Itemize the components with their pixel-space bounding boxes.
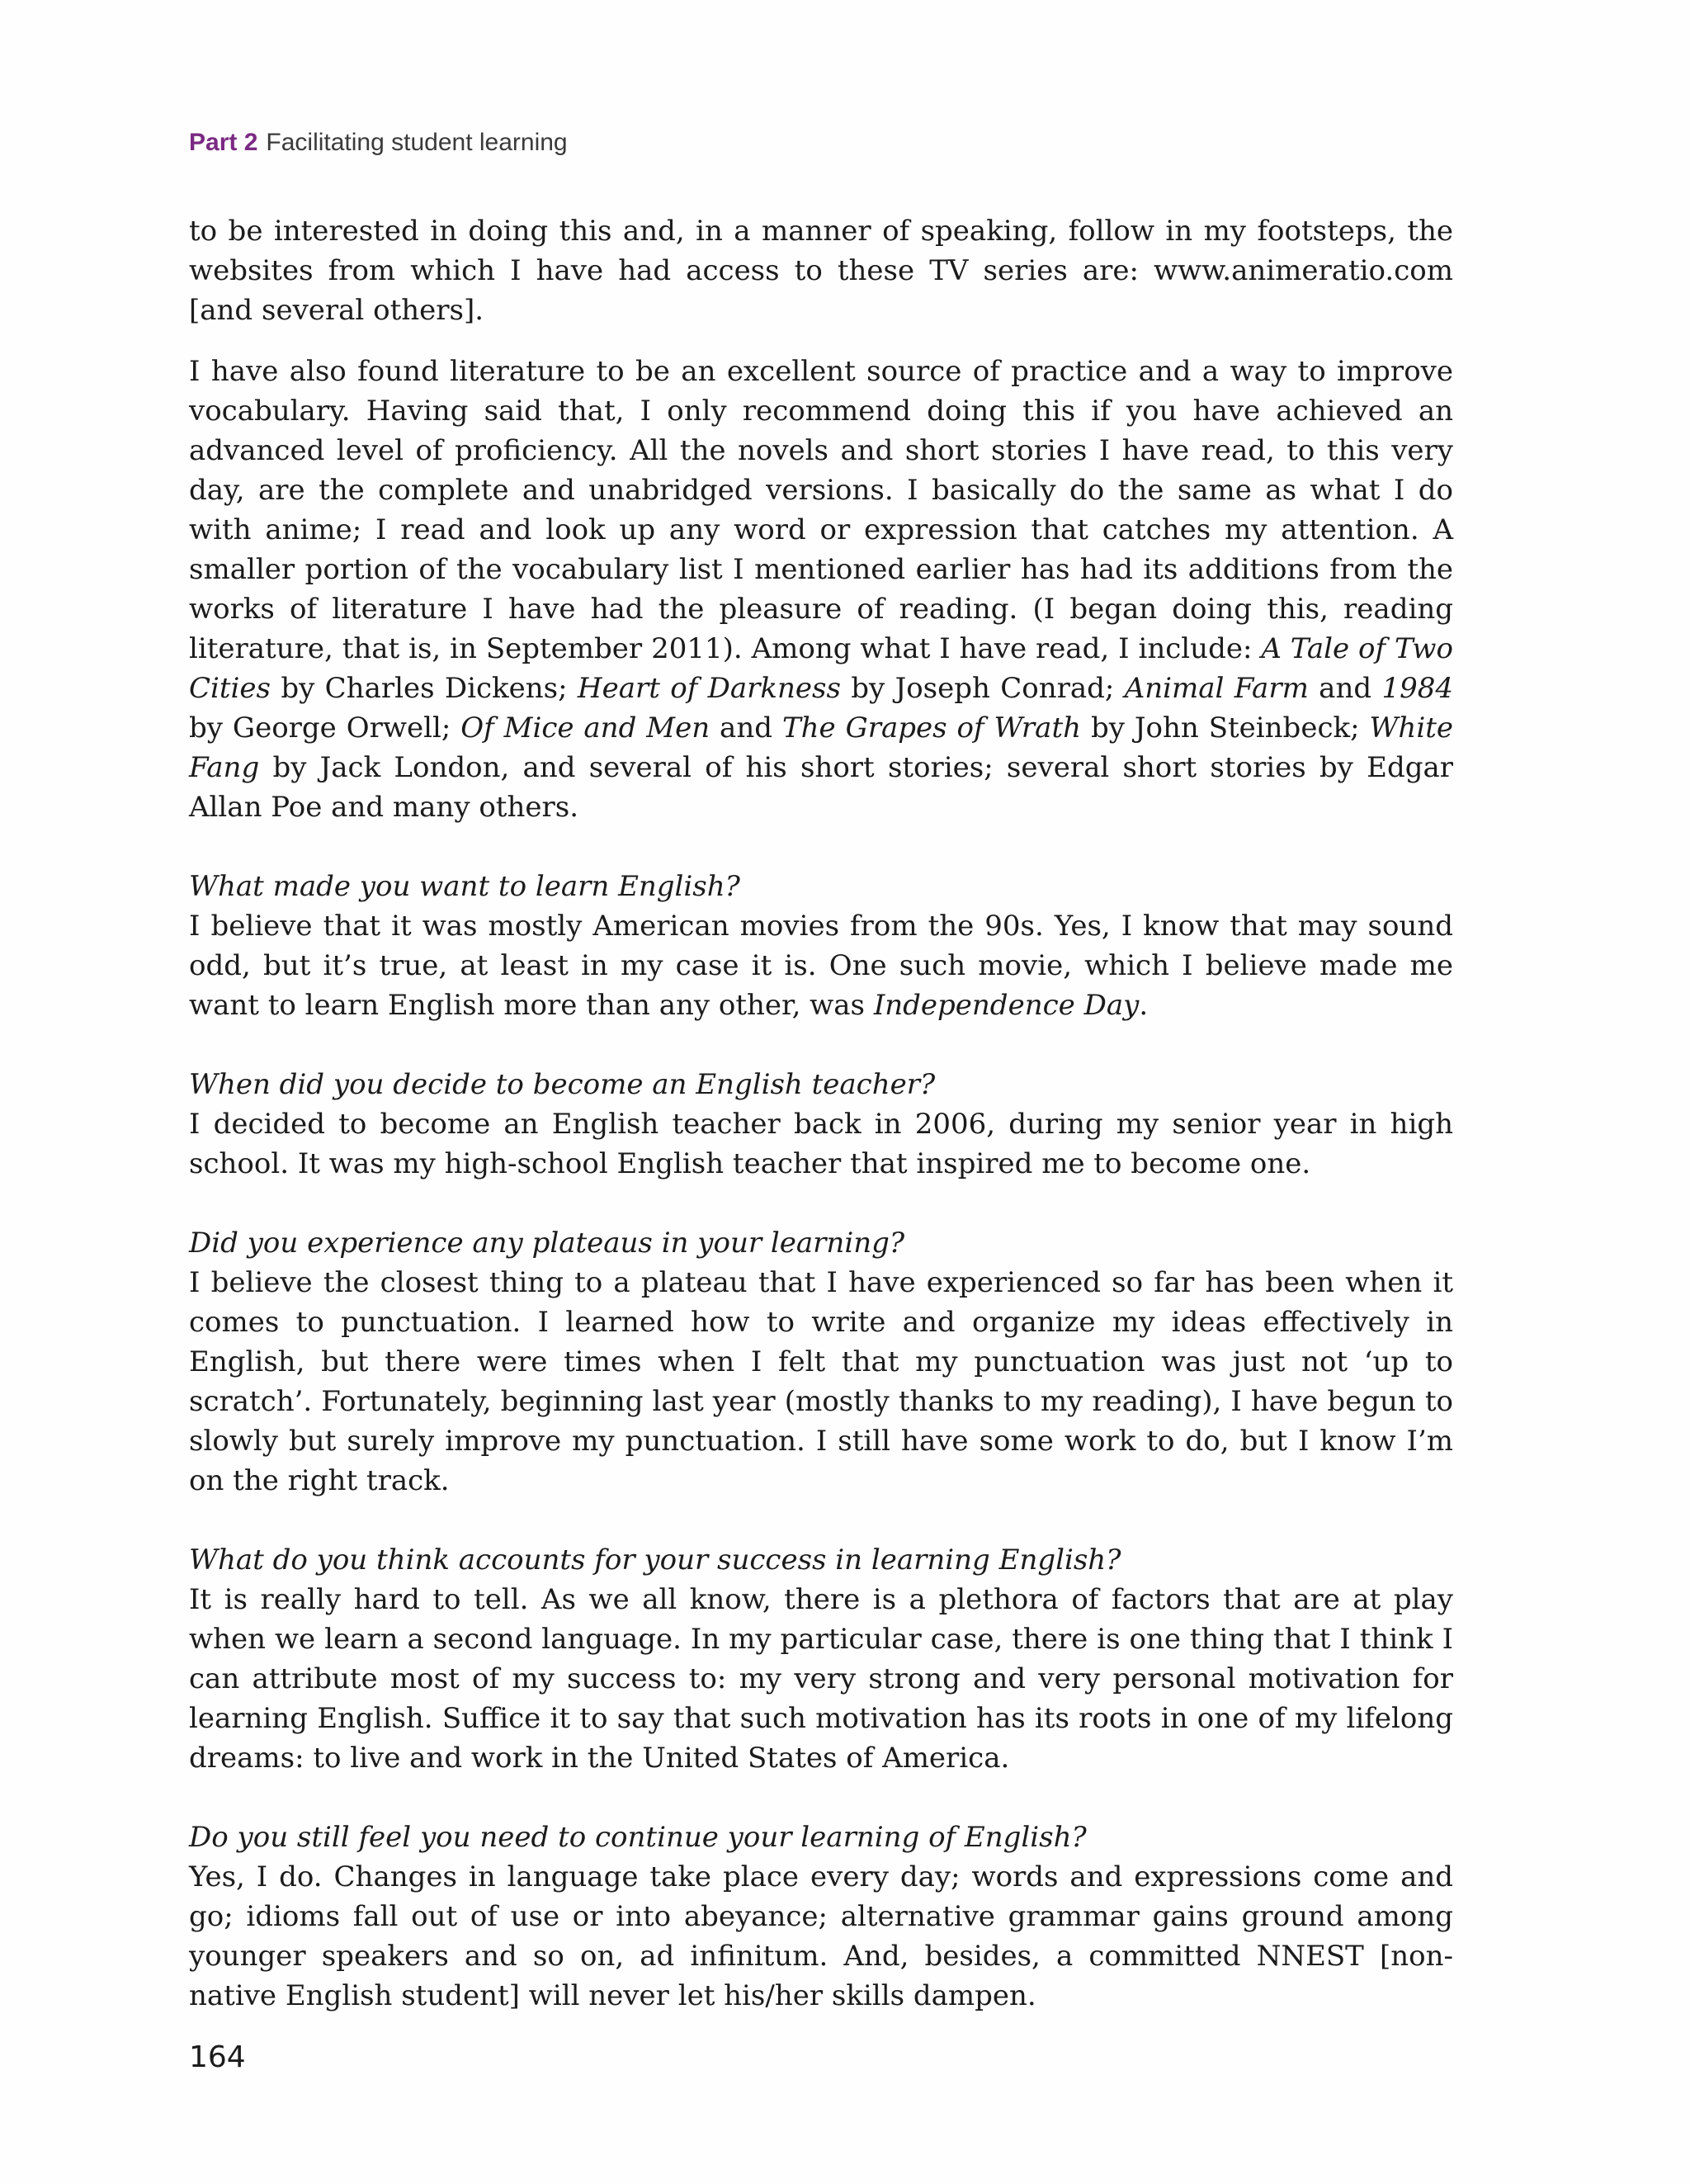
book-title: Animal Farm [1124, 672, 1309, 705]
interview-question: When did you decide to become an English teacher? [189, 1068, 936, 1101]
book-title: Of Mice and Men [460, 711, 710, 745]
running-header [189, 129, 568, 157]
intro-paragraph: to be interested in doing this and, in a manner of speaking, follow in my footsteps, the websites from which I have had access to these TV series are: www.animeratio.com [and several others]. [189, 215, 1453, 327]
interview-question: What made you want to learn English? [189, 870, 740, 903]
interview-answer: It is really hard to tell. As we all know, there is a plethora of factors that are at play when we learn a second language. In my particular case, there is one thing that I think I can attribute most of my success to: my very strong and very personal motivation for learning English. Suffice it to say that such motivation has its roots in one of my lifelong dreams: to live and work in the United States of America. [189, 1583, 1453, 1775]
interview-question: What do you think accounts for your success in learning English? [189, 1543, 1121, 1577]
header-part-label: Part 2 [189, 129, 258, 156]
interview-question: Do you still feel you need to continue your learning of English? [189, 1821, 1087, 1854]
interview-answer: Yes, I do. Changes in language take place every day; words and expressions come and go; idioms fall out of use or into abeyance; alternative grammar gains ground among younger speakers and so on, ad infinitum. And, besides, a committed NNEST [non-native English student] will never let his/her skills dampen. [189, 1860, 1453, 2012]
interview-answer: I decided to become an English teacher back in 2006, during my senior year in high school. It was my high-school English teacher that inspired me to become one. [189, 1108, 1453, 1180]
book-title: Heart of Darkness [577, 672, 841, 705]
movie-title: Independence Day [873, 989, 1140, 1022]
literature-paragraph [189, 352, 1453, 827]
literature-text: by Jack London, and several of his short stories; several short stories by Edgar Allan Poe and many others. [189, 751, 1453, 824]
header-section-title: Facilitating student learning [266, 129, 568, 156]
literature-text: by Charles Dickens; [271, 672, 578, 705]
interview-answer [189, 906, 1453, 1025]
answer-text: . [1139, 989, 1149, 1022]
book-title: 1984 [1381, 672, 1453, 705]
book-title: A Tale of Two Cities [189, 632, 1454, 705]
body-text [189, 211, 1453, 2016]
literature-text: I have also found literature to be an excellent source of practice and a way to improve vocabulary. Having said that, I only recommend doing this if you have achieved an advanced level of proficiency. All the novels and short stories I have read, to this very day, are the complete and unabridged versions. I basically do the same as what I do with anime; I read and look up any word or expression that catches my attention. A smaller portion of the vocabulary list I mentioned earlier has had its additions from the works of literature I have had the pleasure of reading. (I began doing this, reading literature, that is, in September 2011). Among what I have read, I include: [189, 355, 1453, 665]
literature-text: and [1308, 672, 1382, 705]
book-title: White Fang [189, 711, 1453, 784]
literature-text: by Joseph Conrad; [840, 672, 1125, 705]
book-title: The Grapes of Wrath [781, 711, 1082, 745]
answer-text: I believe that it was mostly American movies from the 90s. Yes, I know that may sound odd, but it’s true, at least in my case it is. One such movie, which I believe made me want to learn English more than any other, was [189, 910, 1453, 1022]
literature-text: by John Steinbeck; [1081, 711, 1370, 745]
page-number: 164 [189, 2040, 246, 2074]
literature-text: by George Orwell; [189, 711, 461, 745]
literature-text: and [710, 711, 782, 745]
interview-answer: I believe the closest thing to a plateau that I have experienced so far has been when it comes to punctuation. I learned how to write and organize my ideas effectively in English, but there were times when I felt that my punctuation was just not ‘up to scratch’. Fortunately, beginning last year (mostly thanks to my reading), I have begun to slowly but surely improve my punctuation. I still have some work to do, but I know I’m on the right track. [189, 1266, 1453, 1497]
interview-question: Did you experience any plateaus in your learning? [189, 1227, 905, 1260]
